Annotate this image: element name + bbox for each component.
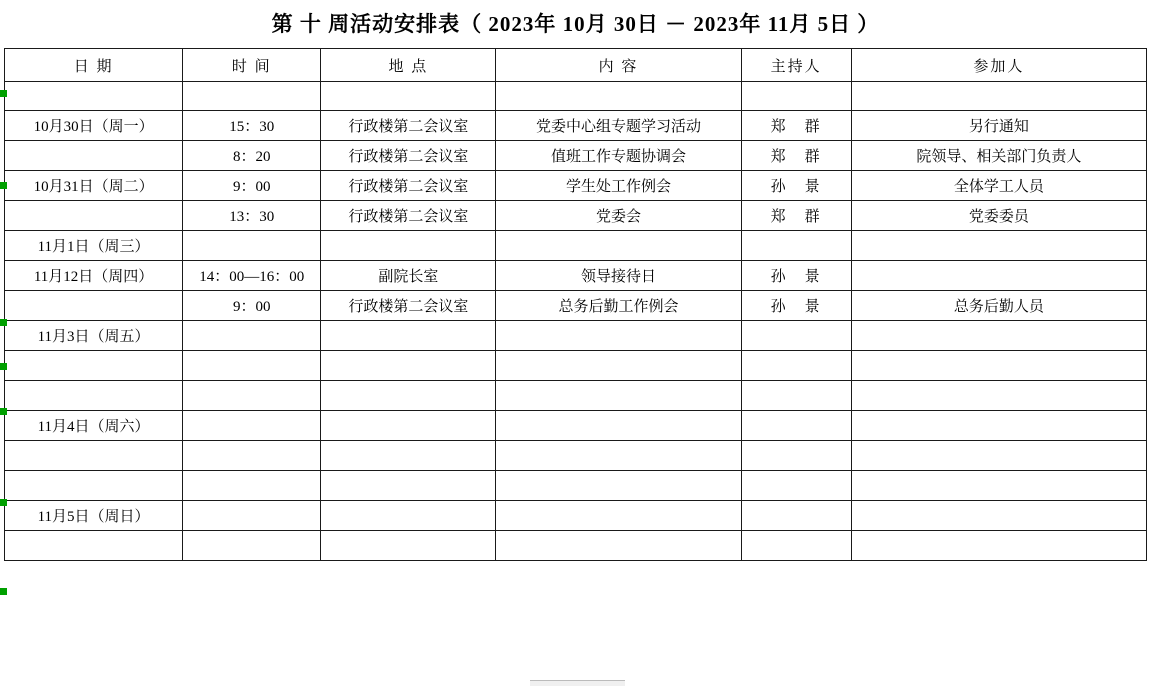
cell-content: 学生处工作例会 xyxy=(496,171,741,201)
table-row xyxy=(5,501,1147,531)
cell-place xyxy=(321,351,496,381)
table-row xyxy=(5,531,1147,561)
column-header-participants: 参加人 xyxy=(851,49,1146,82)
cell-host xyxy=(741,501,851,531)
cell-content xyxy=(496,501,741,531)
cell-date: 11月4日（周六） xyxy=(5,411,183,441)
cell-host xyxy=(741,411,851,441)
cell-place xyxy=(321,231,496,261)
cell-participants xyxy=(851,351,1146,381)
cell-place xyxy=(321,531,496,561)
table-row xyxy=(5,411,1147,441)
cell-participants: 总务后勤人员 xyxy=(851,291,1146,321)
cell-place: 行政楼第二会议室 xyxy=(321,111,496,141)
cell-content: 值班工作专题协调会 xyxy=(496,141,741,171)
cell-host xyxy=(741,471,851,501)
cell-host xyxy=(741,82,851,111)
cell-participants xyxy=(851,531,1146,561)
cell-date: 11月3日（周五） xyxy=(5,321,183,351)
column-header-place: 地 点 xyxy=(321,49,496,82)
cell-date xyxy=(5,471,183,501)
cell-host: 郑 群 xyxy=(741,141,851,171)
cell-place: 行政楼第二会议室 xyxy=(321,171,496,201)
cell-place xyxy=(321,471,496,501)
cell-date xyxy=(5,201,183,231)
table-row xyxy=(5,381,1147,411)
cell-content xyxy=(496,231,741,261)
cell-time xyxy=(183,231,321,261)
table-row xyxy=(5,171,1147,201)
cell-content xyxy=(496,321,741,351)
cell-participants xyxy=(851,82,1146,111)
cell-host xyxy=(741,531,851,561)
cell-time: 8：20 xyxy=(183,141,321,171)
cell-time xyxy=(183,411,321,441)
table-row xyxy=(5,82,1147,111)
cell-content: 总务后勤工作例会 xyxy=(496,291,741,321)
cell-time xyxy=(183,471,321,501)
cell-host xyxy=(741,351,851,381)
cell-time: 15：30 xyxy=(183,111,321,141)
table-row xyxy=(5,201,1147,231)
cell-time: 14：00—16：00 xyxy=(183,261,321,291)
cell-participants xyxy=(851,501,1146,531)
row-marker-icon xyxy=(0,499,7,506)
cell-content: 党委中心组专题学习活动 xyxy=(496,111,741,141)
cell-host: 孙 景 xyxy=(741,261,851,291)
cell-host: 郑 群 xyxy=(741,201,851,231)
table-row xyxy=(5,111,1147,141)
page-title: 第 十 周活动安排表（ 2023年 10月 30日 － 2023年 11月 5日 ） xyxy=(271,12,880,36)
cell-date xyxy=(5,82,183,111)
table-row xyxy=(5,471,1147,501)
cell-place xyxy=(321,321,496,351)
cell-time xyxy=(183,321,321,351)
cell-place: 行政楼第二会议室 xyxy=(321,141,496,171)
cell-participants xyxy=(851,471,1146,501)
table-row xyxy=(5,141,1147,171)
cell-date xyxy=(5,381,183,411)
row-marker-icon xyxy=(0,588,7,595)
cell-content xyxy=(496,441,741,471)
cell-participants: 全体学工人员 xyxy=(851,171,1146,201)
cell-time xyxy=(183,441,321,471)
cell-time: 13：30 xyxy=(183,201,321,231)
cell-participants xyxy=(851,231,1146,261)
cell-time: 9：00 xyxy=(183,291,321,321)
cell-date xyxy=(5,441,183,471)
cell-host xyxy=(741,321,851,351)
cell-date: 11月5日（周日） xyxy=(5,501,183,531)
table-row xyxy=(5,231,1147,261)
column-header-date: 日 期 xyxy=(5,49,183,82)
row-marker-icon xyxy=(0,408,7,415)
cell-place xyxy=(321,501,496,531)
cell-participants xyxy=(851,321,1146,351)
cell-participants: 院领导、相关部门负责人 xyxy=(851,141,1146,171)
cell-content xyxy=(496,351,741,381)
cell-date xyxy=(5,531,183,561)
table-row xyxy=(5,351,1147,381)
cell-host: 孙 景 xyxy=(741,171,851,201)
cell-date xyxy=(5,291,183,321)
cell-host xyxy=(741,441,851,471)
table-header-row xyxy=(5,49,1147,82)
cell-host: 郑 群 xyxy=(741,111,851,141)
row-marker-icon xyxy=(0,182,7,189)
cell-date xyxy=(5,351,183,381)
cell-content xyxy=(496,82,741,111)
cell-participants xyxy=(851,411,1146,441)
cell-time xyxy=(183,381,321,411)
table-row xyxy=(5,441,1147,471)
cell-date xyxy=(5,141,183,171)
cell-time xyxy=(183,501,321,531)
cell-time xyxy=(183,82,321,111)
cell-participants xyxy=(851,261,1146,291)
cell-date: 11月12日（周四） xyxy=(5,261,183,291)
row-marker-icon xyxy=(0,319,7,326)
cell-participants: 另行通知 xyxy=(851,111,1146,141)
schedule-table xyxy=(4,48,1147,561)
column-header-time: 时 间 xyxy=(183,49,321,82)
cell-participants: 党委委员 xyxy=(851,201,1146,231)
cell-place xyxy=(321,411,496,441)
column-header-host: 主持人 xyxy=(741,49,851,82)
cell-time xyxy=(183,531,321,561)
cell-content xyxy=(496,381,741,411)
cell-host: 孙 景 xyxy=(741,291,851,321)
cell-date: 11月1日（周三） xyxy=(5,231,183,261)
cell-content xyxy=(496,411,741,441)
table-row xyxy=(5,321,1147,351)
cell-content: 党委会 xyxy=(496,201,741,231)
cell-date: 10月30日（周一） xyxy=(5,111,183,141)
cell-participants xyxy=(851,441,1146,471)
column-header-content: 内 容 xyxy=(496,49,741,82)
cell-content: 领导接待日 xyxy=(496,261,741,291)
cell-time: 9：00 xyxy=(183,171,321,201)
cell-content xyxy=(496,471,741,501)
cell-host xyxy=(741,381,851,411)
row-marker-icon xyxy=(0,90,7,97)
cell-time xyxy=(183,351,321,381)
cell-place: 行政楼第二会议室 xyxy=(321,291,496,321)
table-row xyxy=(5,291,1147,321)
cell-participants xyxy=(851,381,1146,411)
cell-place xyxy=(321,82,496,111)
cell-place xyxy=(321,441,496,471)
scrollbar-indicator[interactable] xyxy=(530,680,625,686)
cell-place: 行政楼第二会议室 xyxy=(321,201,496,231)
row-marker-icon xyxy=(0,363,7,370)
cell-host xyxy=(741,231,851,261)
table-row xyxy=(5,261,1147,291)
cell-content xyxy=(496,531,741,561)
cell-place xyxy=(321,381,496,411)
cell-date: 10月31日（周二） xyxy=(5,171,183,201)
cell-place: 副院长室 xyxy=(321,261,496,291)
